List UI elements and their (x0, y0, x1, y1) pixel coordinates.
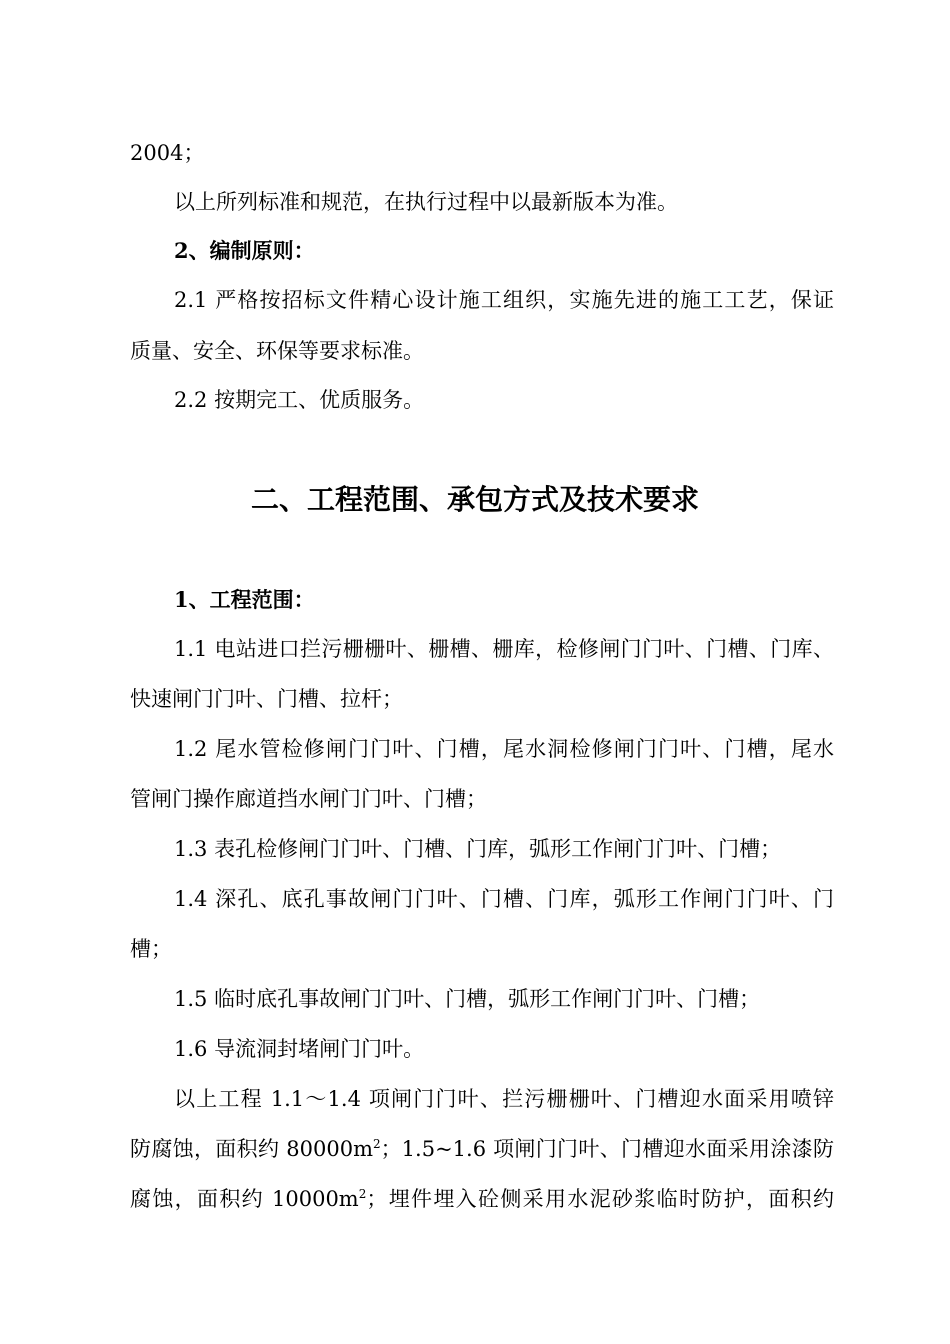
text-fragment: ；埋件埋入砼侧采用水泥砂浆临时防护，面积约 (366, 1187, 834, 1211)
subheading: 2、编制原则： (174, 238, 315, 263)
text-line: 槽； (130, 937, 172, 961)
subheading: 1、工程范围： (174, 587, 315, 612)
text-line: 2.1 严格按招标文件精心设计施工组织，实施先进的施工工艺，保证 (174, 288, 834, 312)
superscript: 2 (358, 1187, 367, 1201)
text-fragment: 腐蚀，面积约 10000m (130, 1187, 359, 1211)
text-line: 1.4 深孔、底孔事故闸门门叶、门槽、门库，弧形工作闸门门叶、门 (174, 887, 834, 911)
text-line: 管闸门操作廊道挡水闸门门叶、门槽； (130, 787, 487, 811)
text-line: 质量、安全、环保等要求标准。 (130, 339, 424, 363)
text-line: 1.1 电站进口拦污栅栅叶、栅槽、栅库，检修闸门门叶、门槽、门库、 (174, 637, 834, 661)
text-line: 以上工程 1.1～1.4 项闸门门叶、拦污栅栅叶、门槽迎水面采用喷锌 (174, 1087, 834, 1111)
text-line: 1.3 表孔检修闸门门叶、门槽、门库，弧形工作闸门门叶、门槽； (174, 837, 782, 861)
section-title: 二、工程范围、承包方式及技术要求 (250, 483, 699, 516)
text-line: 快速闸门门叶、门槽、拉杆； (130, 687, 403, 711)
text-line (130, 1186, 834, 1212)
text-line: 2.2 按期完工、优质服务。 (174, 388, 425, 412)
text-line (130, 1136, 834, 1162)
superscript: 2 (373, 1137, 381, 1151)
text-line: 1.6 导流洞封堵闸门门叶。 (174, 1037, 425, 1061)
text-line: 1.5 临时底孔事故闸门门叶、门槽，弧形工作闸门门叶、门槽； (174, 987, 761, 1011)
text-line: 1.2 尾水管检修闸门门叶、门槽，尾水洞检修闸门门叶、门槽，尾水 (174, 737, 834, 761)
text-fragment: ；1.5~1.6 项闸门门叶、门槽迎水面采用涂漆防 (380, 1137, 834, 1161)
text-line: 2004； (130, 141, 205, 165)
text-fragment: 防腐蚀，面积约 80000m (130, 1137, 374, 1161)
text-line: 以上所列标准和规范，在执行过程中以最新版本为准。 (174, 190, 678, 214)
